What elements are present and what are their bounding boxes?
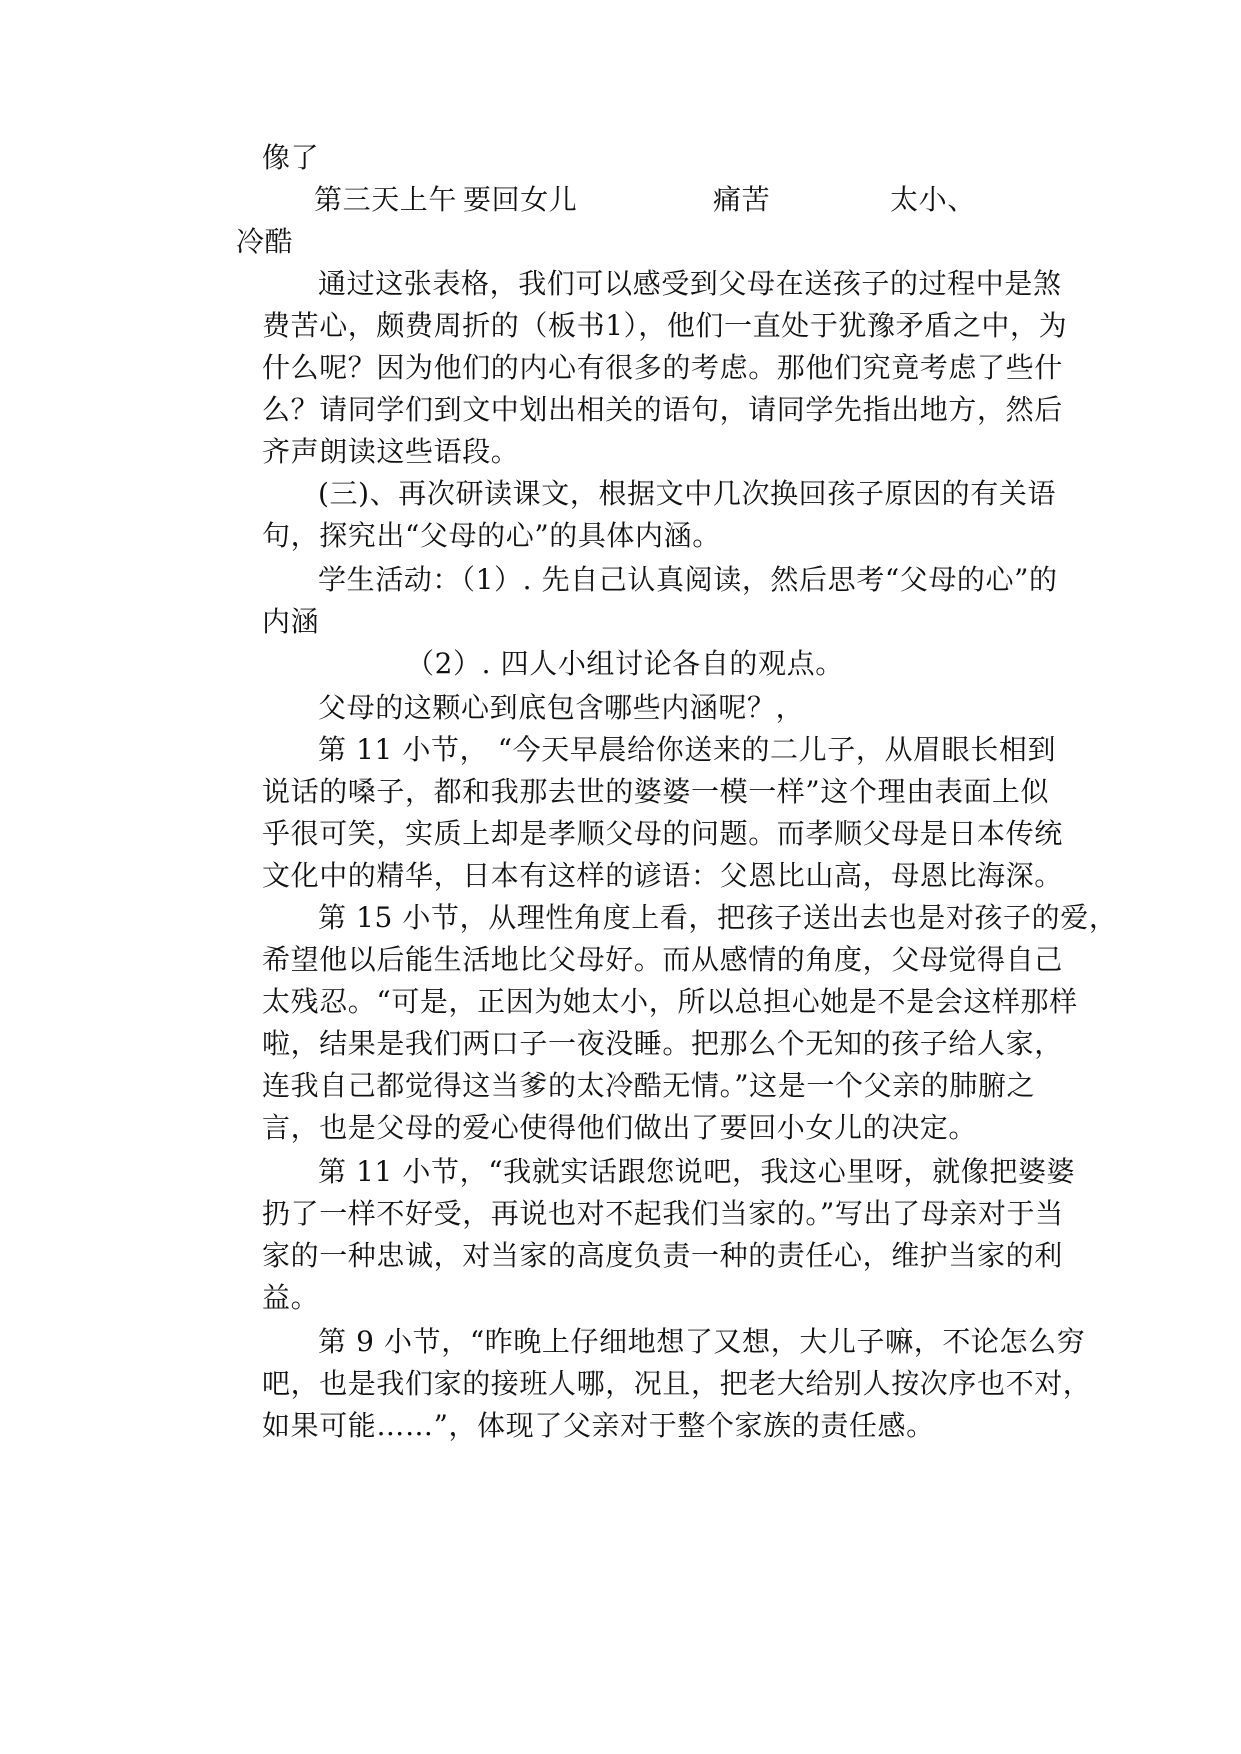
paragraph-line: 文化中的精华，日本有这样的谚语：父恩比山高，母恩比海深。: [262, 859, 1063, 892]
paragraph-line: 益。: [262, 1281, 320, 1314]
table-cell-time: 第三天上午: [314, 183, 458, 216]
paragraph-5: 父母的这颗心到底包含哪些内涵呢？，: [318, 691, 805, 724]
table-row-tail: 像了: [262, 141, 320, 174]
paragraph-line: 第 15 小节，从理性角度上看，把孩子送出去也是对孩子的爱，: [318, 901, 1118, 934]
paragraph-line: 家的一种忠诚，对当家的高度负责一种的责任心，维护当家的利: [262, 1239, 1063, 1272]
paragraph-line: 第 11 小节，“我就实话跟您说吧，我这心里呀，就像把婆婆: [318, 1155, 1076, 1188]
paragraph-line: 希望他以后能生活地比父母好。而从感情的角度，父母觉得自己: [262, 943, 1063, 976]
table-cell-action: 要回女儿: [463, 183, 578, 216]
paragraph-4: （2）. 四人小组讨论各自的观点。: [406, 647, 844, 680]
paragraph-line: 内涵: [262, 605, 320, 638]
table-cell-feeling: 痛苦: [713, 183, 771, 216]
paragraph-line: 言，也是父母的爱心使得他们做出了要回小女儿的决定。: [262, 1111, 978, 1144]
table-cell-reason-cont: 冷酷: [236, 225, 294, 258]
paragraph-line: 句，探究出“父母的心”的具体内涵。: [262, 519, 721, 552]
paragraph-line: 第 9 小节，“昨晚上仔细地想了又想，大儿子嘛，不论怎么穷: [318, 1325, 1086, 1358]
paragraph-line: 吧，也是我们家的接班人哪，况且，把老大给别人按次序也不对，: [262, 1367, 1092, 1400]
paragraph-line: 齐声朗读这些语段。: [262, 435, 520, 468]
paragraph-line: 么？请同学们到文中划出相关的语句，请同学先指出地方，然后: [262, 393, 1063, 426]
table-cell-reason: 太小、: [890, 183, 976, 216]
paragraph-line: 学生活动：（1）. 先自己认真阅读，然后思考“父母的心”的: [318, 563, 1058, 596]
paragraph-line: 费苦心，颇费周折的（板书1），他们一直处于犹豫矛盾之中，为: [262, 309, 1068, 342]
paragraph-line: 连我自己都觉得这当爹的太冷酷无情。”这是一个父亲的肺腑之: [262, 1069, 1036, 1102]
paragraph-line: 第 11 小节， “今天早晨给你送来的二儿子，从眉眼长相到: [318, 733, 1057, 766]
paragraph-line: (三)、再次研读课文，根据文中几次换回孩子原因的有关语: [318, 477, 1057, 510]
paragraph-line: 通过这张表格，我们可以感受到父母在送孩子的过程中是煞: [318, 267, 1062, 300]
paragraph-line: 什么呢？因为他们的内心有很多的考虑。那他们究竟考虑了些什: [262, 351, 1063, 384]
paragraph-line: 乎很可笑，实质上却是孝顺父母的问题。而孝顺父母是日本传统: [262, 817, 1063, 850]
paragraph-line: 说话的嗓子，都和我那去世的婆婆一模一样”这个理由表面上似: [262, 775, 1050, 808]
paragraph-line: 太残忍。“可是，正因为她太小，所以总担心她是不是会这样那样: [262, 985, 1078, 1018]
paragraph-line: 如果可能……”，体现了父亲对于整个家族的责任感。: [262, 1409, 935, 1442]
paragraph-line: 啦，结果是我们两口子一夜没睡。把那么个无知的孩子给人家，: [262, 1027, 1063, 1060]
paragraph-line: 扔了一样不好受，再说也对不起我们当家的。”写出了母亲对于当: [262, 1197, 1064, 1230]
